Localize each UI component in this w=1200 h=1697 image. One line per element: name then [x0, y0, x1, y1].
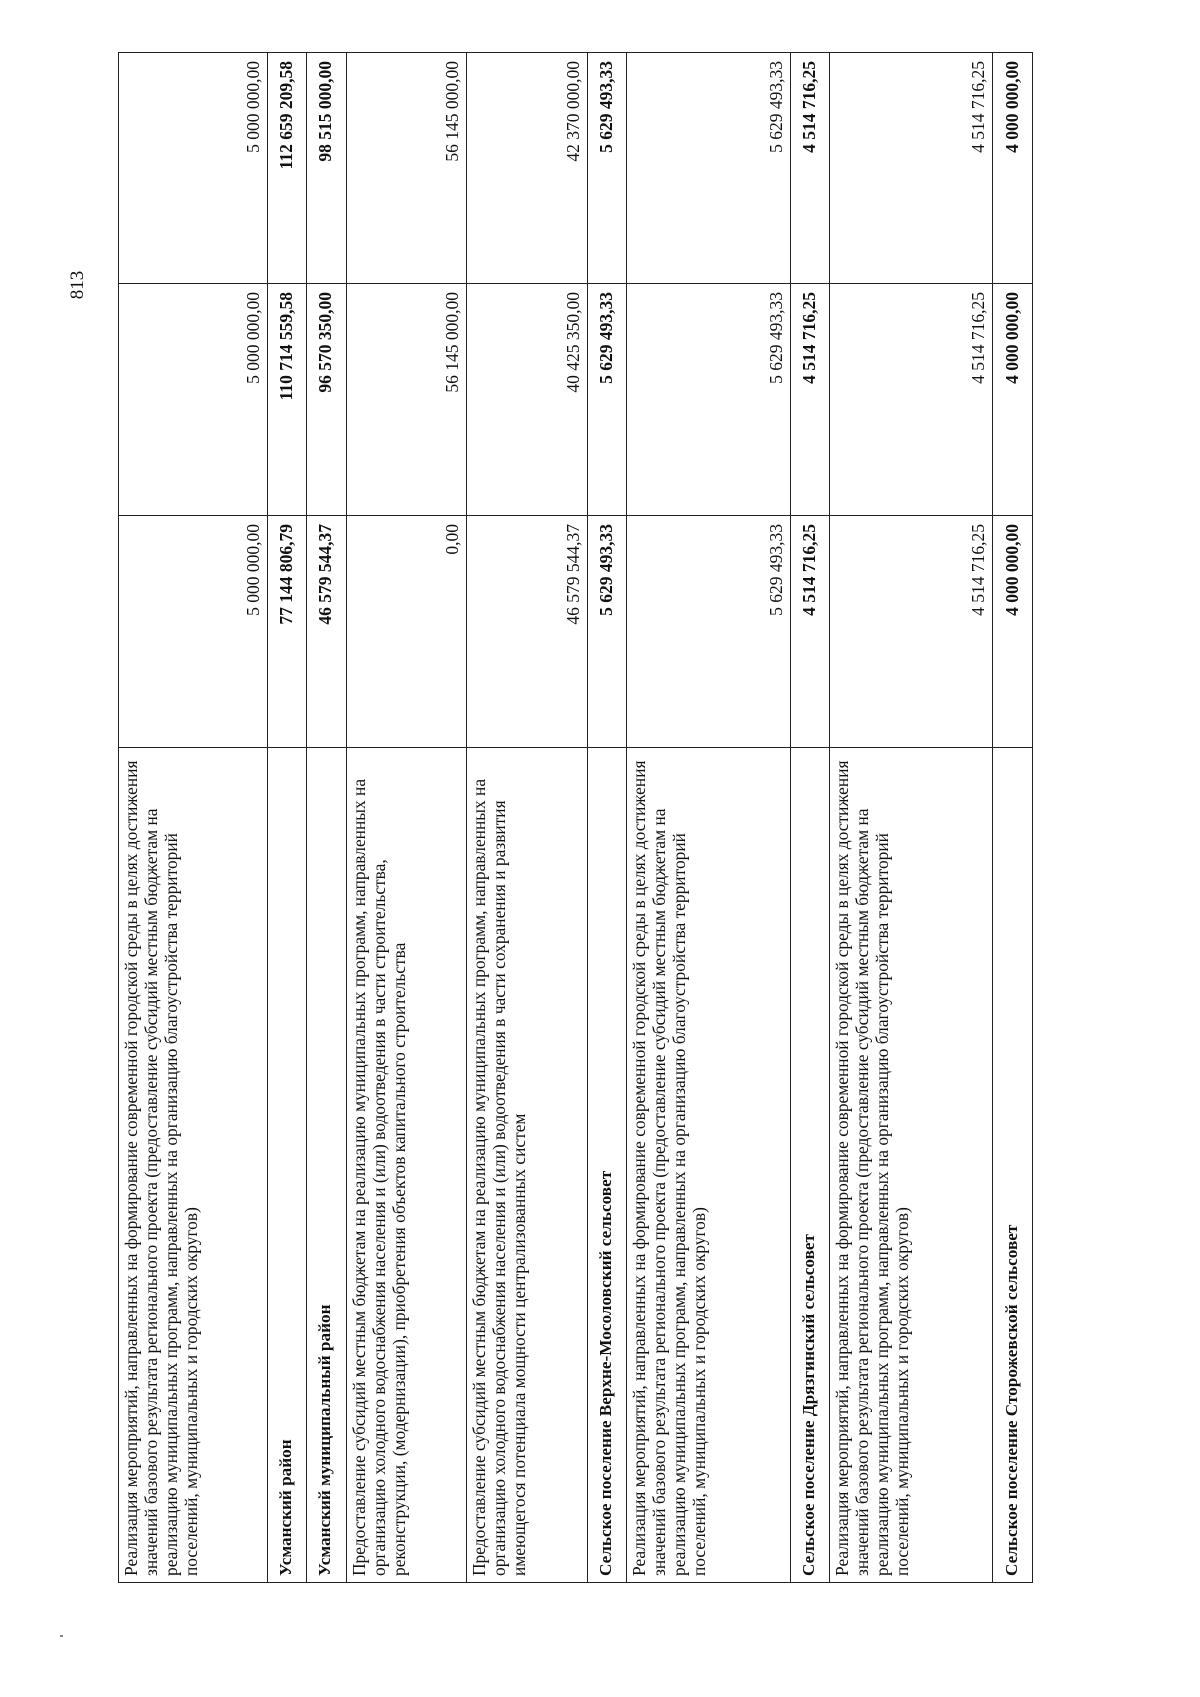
row-name: Реализация мероприятий, направленных на формирование современной городской среды в целях достижения значений базового результата регионального проекта (предоставление субсидий местным бюджетам на реализацию муниципальных программ, направленных на организацию благоустройства территорий поселений, муниципальных и городских округов) — [119, 748, 268, 1583]
row-name: Реализация мероприятий, направленных на формирование современной городской среды в целях достижения значений базового результата регионального проекта (предоставление субсидий местным бюджетам на реализацию муниципальных программ, направленных на организацию благоустройства территорий поселений, муниципальных и городских округов) — [627, 748, 790, 1583]
value-year-3: 112 659 209,58 — [267, 53, 306, 284]
value-year-3: 4 514 716,25 — [830, 53, 993, 284]
row-name: Сельское поселение Сторожевской сельсовет — [993, 748, 1033, 1583]
value-year-1: 46 579 544,37 — [467, 516, 588, 748]
row-name: Сельское поселение Верхне-Мосоловский сельсовет — [587, 748, 626, 1583]
value-year-1: 5 629 493,33 — [587, 516, 626, 748]
value-year-2: 5 629 493,33 — [627, 284, 790, 516]
value-year-2: 5 000 000,00 — [119, 284, 268, 516]
value-year-2: 4 000 000,00 — [993, 284, 1033, 516]
table-row — [346, 53, 467, 1583]
table-row — [587, 53, 626, 1583]
page-number: 813 — [67, 270, 88, 300]
value-year-1: 46 579 544,37 — [307, 516, 346, 748]
table-row — [307, 53, 346, 1583]
value-year-1: 5 629 493,33 — [627, 516, 790, 748]
table-row — [830, 53, 993, 1583]
value-year-1: 77 144 806,79 — [267, 516, 306, 748]
row-name: Предоставление субсидий местным бюджетам на реализацию муниципальных программ, направленных на организацию холодного водоснабжения населения и (или) водоотведения в части сохранения и развития имеющегося потенциала мощности централизованных систем — [467, 748, 588, 1583]
value-year-1: 4 514 716,25 — [830, 516, 993, 748]
rotated-table-container — [118, 53, 1033, 1583]
table-row — [119, 53, 268, 1583]
value-year-3: 56 145 000,00 — [346, 53, 467, 284]
budget-table — [118, 52, 1033, 1583]
table-row — [267, 53, 306, 1583]
table-row — [790, 53, 829, 1583]
value-year-2: 4 514 716,25 — [790, 284, 829, 516]
value-year-1: 5 000 000,00 — [119, 516, 268, 748]
table-row — [467, 53, 588, 1583]
value-year-3: 4 514 716,25 — [790, 53, 829, 284]
value-year-2: 56 145 000,00 — [346, 284, 467, 516]
row-name: Предоставление субсидий местным бюджетам на реализацию муниципальных программ, направленных на организацию холодного водоснабжения населения и (или) водоотведения в части строительства, реконструкции, (модернизации), приобретения объектов капитального строительства — [346, 748, 467, 1583]
row-name: Реализация мероприятий, направленных на формирование современной городской среды в целях достижения значений базового результата регионального проекта (предоставление субсидий местным бюджетам на реализацию муниципальных программ, направленных на организацию благоустройства территорий поселений, муниципальных и городских округов) — [830, 748, 993, 1583]
value-year-3: 5 629 493,33 — [587, 53, 626, 284]
value-year-2: 4 514 716,25 — [830, 284, 993, 516]
value-year-2: 5 629 493,33 — [587, 284, 626, 516]
value-year-1: 4 514 716,25 — [790, 516, 829, 748]
row-name: Сельское поселение Дрязгинский сельсовет — [790, 748, 829, 1583]
value-year-3: 5 629 493,33 — [627, 53, 790, 284]
table-row — [993, 53, 1033, 1583]
value-year-2: 96 570 350,00 — [307, 284, 346, 516]
table-row — [627, 53, 790, 1583]
value-year-1: 0,00 — [346, 516, 467, 748]
value-year-2: 40 425 350,00 — [467, 284, 588, 516]
value-year-3: 5 000 000,00 — [119, 53, 268, 284]
row-name: Усманский район — [267, 748, 306, 1583]
value-year-2: 110 714 559,58 — [267, 284, 306, 516]
value-year-1: 4 000 000,00 — [993, 516, 1033, 748]
value-year-3: 98 515 000,00 — [307, 53, 346, 284]
row-name: Усманский муниципальный район — [307, 748, 346, 1583]
value-year-3: 42 370 000,00 — [467, 53, 588, 284]
scan-speck — [60, 1635, 63, 1637]
value-year-3: 4 000 000,00 — [993, 53, 1033, 284]
